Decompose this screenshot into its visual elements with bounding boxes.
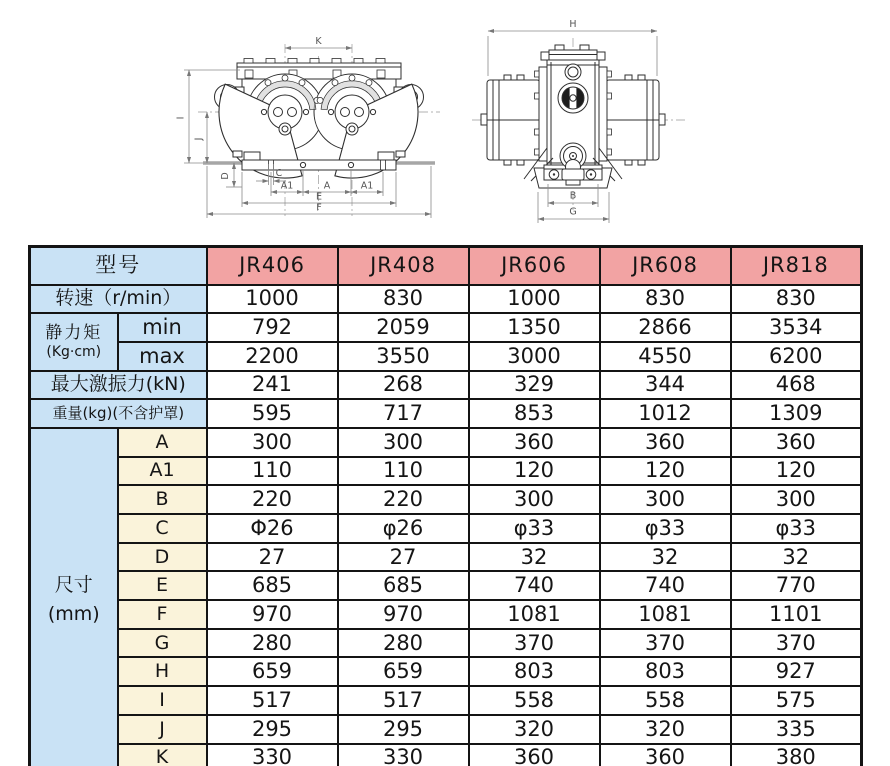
value-cell: 360 [469,428,600,457]
dimensions-group-label [30,428,118,766]
spec-table [28,245,863,766]
dim-row-b [30,485,862,514]
static-moment-title: 静力矩 [45,323,103,344]
dim-key: I [118,686,207,715]
value-cell: 330 [338,744,469,766]
model-jr608: JR608 [600,247,731,285]
value-cell: φ33 [731,514,862,543]
value-cell: 575 [731,686,862,715]
dim-label-i: I [175,116,187,120]
dim-label-e: E [315,191,323,203]
value-cell: 792 [207,313,338,342]
value-cell: 295 [207,715,338,744]
value-cell: 558 [600,686,731,715]
dim-label-g: G [569,206,577,218]
value-cell: 4550 [600,342,731,371]
front-view-svg [110,8,460,238]
dim-row-g [30,629,862,658]
value-cell: 468 [731,371,862,400]
value-cell: 360 [469,744,600,766]
value-cell: 110 [338,457,469,486]
value-cell: 1081 [600,600,731,629]
value-cell: 770 [731,571,862,600]
dim-label-b: B [569,190,577,202]
max-label: max [118,342,207,371]
value-cell: 27 [207,543,338,572]
dim-key: F [118,600,207,629]
value-cell: 803 [600,657,731,686]
weight-row [30,399,862,428]
value-cell: 300 [207,428,338,457]
value-cell: 320 [469,715,600,744]
dimensions-unit: (mm) [47,602,100,625]
dim-key: K [118,744,207,766]
dim-row-d [30,543,862,572]
value-cell: 1000 [207,285,338,314]
value-cell: 32 [600,543,731,572]
dim-key: A1 [118,457,207,486]
dim-label-k: K [315,36,322,47]
value-cell: 300 [469,485,600,514]
dim-row-a [30,428,862,457]
value-cell: 740 [469,571,600,600]
value-cell: Φ26 [207,514,338,543]
value-cell: 1350 [469,313,600,342]
dim-label-a1-left: A1 [280,180,294,192]
value-cell: φ33 [469,514,600,543]
value-cell: 32 [469,543,600,572]
value-cell: 3000 [469,342,600,371]
value-cell: 329 [469,371,600,400]
value-cell: 360 [731,428,862,457]
value-cell: 1000 [469,285,600,314]
value-cell: 2866 [600,313,731,342]
speed-row [30,285,862,314]
dim-label-f: F [316,202,322,214]
value-cell: 685 [338,571,469,600]
dim-row-f [30,600,862,629]
value-cell: 120 [469,457,600,486]
value-cell: 927 [731,657,862,686]
value-cell: 659 [338,657,469,686]
min-label: min [118,313,207,342]
dim-row-k [30,744,862,766]
value-cell: 380 [731,744,862,766]
value-cell: 1012 [600,399,731,428]
value-cell: 300 [600,485,731,514]
value-cell: 370 [600,629,731,658]
weight-label: 重量(kg)(不含护罩) [30,399,207,428]
speed-label: 转速（r/min） [30,285,207,314]
value-cell: 295 [338,715,469,744]
max-force-label: 最大激振力(kN) [30,371,207,400]
motor-side-body [481,45,665,188]
value-cell: 360 [600,428,731,457]
value-cell: 27 [338,543,469,572]
dim-label-a: A [323,180,331,192]
dim-label-h: H [569,19,577,30]
value-cell: 970 [207,600,338,629]
value-cell: 3550 [338,342,469,371]
model-jr818: JR818 [731,247,862,285]
value-cell: φ33 [600,514,731,543]
value-cell: 830 [338,285,469,314]
value-cell: 280 [207,629,338,658]
value-cell: 853 [469,399,600,428]
value-cell: 370 [469,629,600,658]
value-cell: 740 [600,571,731,600]
value-cell: 120 [731,457,862,486]
value-cell: 2200 [207,342,338,371]
value-cell: 830 [731,285,862,314]
side-view-drawing [460,8,700,242]
dim-row-h [30,657,862,686]
dim-key: D [118,543,207,572]
value-cell: 1101 [731,600,862,629]
value-cell: 685 [207,571,338,600]
dim-key: J [118,715,207,744]
value-cell: 517 [338,686,469,715]
dim-label-j: J [193,137,205,141]
value-cell: 220 [338,485,469,514]
value-cell: 2059 [338,313,469,342]
static-moment-label [30,313,118,370]
header-row [30,247,862,285]
value-cell: 1081 [469,600,600,629]
value-cell: 220 [207,485,338,514]
model-jr406: JR406 [207,247,338,285]
dim-row-a1 [30,457,862,486]
max-force-row [30,371,862,400]
value-cell: 830 [600,285,731,314]
value-cell: 970 [338,600,469,629]
dim-key: G [118,629,207,658]
value-cell: 330 [207,744,338,766]
dim-label-c: C [275,168,283,179]
dim-row-c [30,514,862,543]
dim-row-i [30,686,862,715]
value-cell: 344 [600,371,731,400]
value-cell: 320 [600,715,731,744]
value-cell: 300 [338,428,469,457]
value-cell: 335 [731,715,862,744]
static-moment-unit: (Kg·cm) [46,343,102,360]
dim-label-a1-right: A1 [360,180,374,192]
dim-key: E [118,571,207,600]
dim-key: C [118,514,207,543]
dim-label-d: D [220,172,231,180]
dim-row-e [30,571,862,600]
motor-body [215,59,424,179]
dim-key: H [118,657,207,686]
value-cell: 3534 [731,313,862,342]
value-cell: φ26 [338,514,469,543]
value-cell: 803 [469,657,600,686]
side-view-svg [460,8,700,238]
value-cell: 1309 [731,399,862,428]
front-view-drawing [110,8,460,242]
value-cell: 360 [600,744,731,766]
value-cell: 595 [207,399,338,428]
static-moment-min-row [30,313,862,342]
value-cell: 241 [207,371,338,400]
dim-key: B [118,485,207,514]
value-cell: 110 [207,457,338,486]
value-cell: 717 [338,399,469,428]
static-moment-max-row [30,342,862,371]
value-cell: 558 [469,686,600,715]
dim-row-j [30,715,862,744]
value-cell: 370 [731,629,862,658]
value-cell: 120 [600,457,731,486]
value-cell: 280 [338,629,469,658]
model-jr606: JR606 [469,247,600,285]
value-cell: 300 [731,485,862,514]
value-cell: 6200 [731,342,862,371]
value-cell: 659 [207,657,338,686]
model-jr408: JR408 [338,247,469,285]
model-header-label: 型号 [30,247,207,285]
dimensions-title: 尺寸 [54,573,93,596]
dim-key: A [118,428,207,457]
value-cell: 268 [338,371,469,400]
value-cell: 517 [207,686,338,715]
value-cell: 32 [731,543,862,572]
